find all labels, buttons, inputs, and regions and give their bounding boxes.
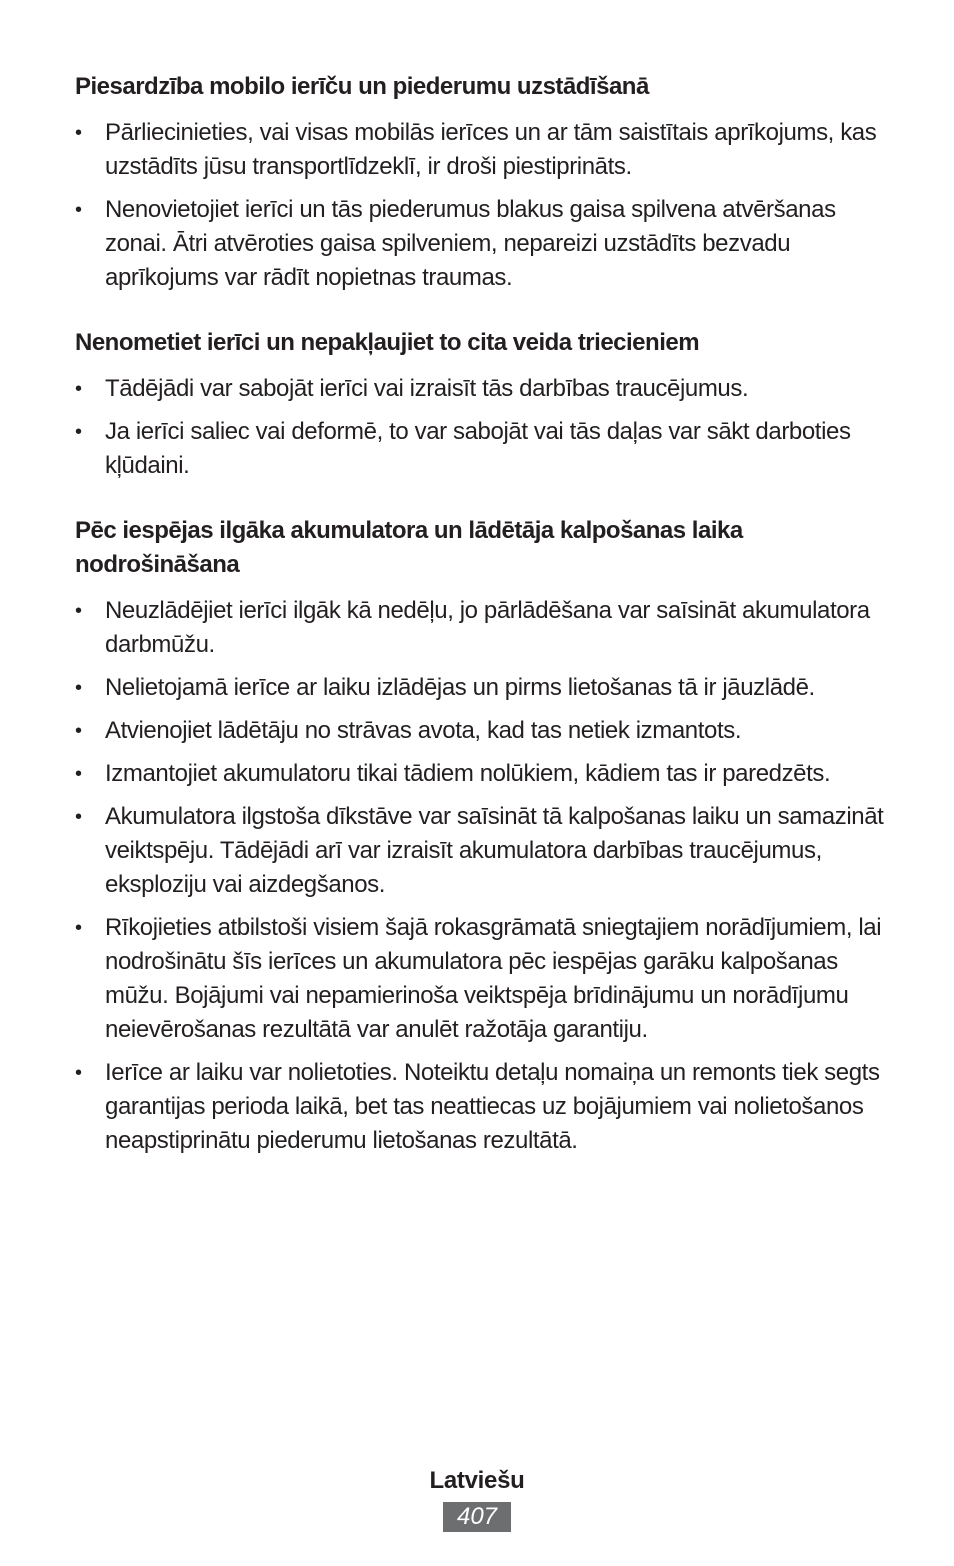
section-battery-life bbox=[75, 514, 885, 1158]
list-item-text: Akumulatora ilgstoša dīkstāve var saīsināt tā kalpošanas laiku un samazināt veiktspēju. Tādējādi arī var izraisīt akumulatora darbības traucējumus, eksploziju vai aizdegšanos. bbox=[105, 803, 884, 898]
bullet-list bbox=[75, 116, 885, 295]
bullet-icon: • bbox=[75, 199, 82, 221]
footer-language: Latviešu bbox=[429, 1467, 525, 1494]
list-item-text: Tādējādi var sabojāt ierīci vai izraisīt tās darbības traucējumus. bbox=[105, 375, 749, 402]
list-item-text: Pārliecinieties, vai visas mobilās ierīces un ar tām saistītais aprīkojums, kas uzstādīts jūsu transportlīdzeklī, ir droši piestiprināts. bbox=[105, 119, 877, 180]
bullet-icon: • bbox=[75, 720, 82, 742]
section-heading: Nenometiet ierīci un nepakļaujiet to cita veida triecieniem bbox=[75, 329, 700, 356]
list-item bbox=[75, 193, 885, 295]
list-item-text: Nelietojamā ierīce ar laiku izlādējas un pirms lietošanas tā ir jāuzlādē. bbox=[105, 674, 815, 701]
bullet-icon: • bbox=[75, 421, 82, 443]
list-item bbox=[75, 372, 885, 406]
list-item-text: Ja ierīci saliec vai deformē, to var sabojāt vai tās daļas var sākt darboties kļūdaini. bbox=[105, 418, 851, 479]
section-heading: Piesardzība mobilo ierīču un piederumu uzstādīšanā bbox=[75, 73, 649, 100]
list-item-text: Rīkojieties atbilstoši visiem šajā rokasgrāmatā sniegtajiem norādījumiem, lai nodrošinātu šīs ierīces un akumulatora pēc iespējas garāku kalpošanas mūžu. Bojājumi vai nepamierinoša veiktspēja brīdinājumu un norādījumu neievērošanas rezultātā var anulēt ražotāja garantiju. bbox=[105, 914, 882, 1043]
list-item-text: Neuzlādējiet ierīci ilgāk kā nedēļu, jo pārlādēšana var saīsināt akumulatora darbmūžu. bbox=[105, 597, 870, 658]
list-item bbox=[75, 757, 885, 791]
section-heading: Pēc iespējas ilgāka akumulatora un lādētāja kalpošanas laika nodrošināšana bbox=[75, 517, 743, 578]
page-number: 407 bbox=[443, 1502, 511, 1532]
bullet-icon: • bbox=[75, 600, 82, 622]
bullet-list bbox=[75, 372, 885, 483]
list-item bbox=[75, 671, 885, 705]
list-item-text: Ierīce ar laiku var nolietoties. Noteiktu detaļu nomaiņa un remonts tiek segts garantijas perioda laikā, bet tas neattiecas uz bojājumiem vai nolietošanos neapstiprinātu piederumu lietošanas rezultātā. bbox=[105, 1059, 880, 1154]
bullet-icon: • bbox=[75, 806, 82, 828]
section-mounting-precautions bbox=[75, 70, 885, 295]
list-item-text: Nenovietojiet ierīci un tās piederumus blakus gaisa spilvena atvēršanas zonai. Ātri atvēroties gaisa spilveniem, nepareizi uzstādīts bezvadu aprīkojums var rādīt nopietnas traumas. bbox=[105, 196, 836, 291]
bullet-icon: • bbox=[75, 763, 82, 785]
bullet-icon: • bbox=[75, 122, 82, 144]
bullet-icon: • bbox=[75, 378, 82, 400]
list-item bbox=[75, 594, 885, 662]
list-item bbox=[75, 1056, 885, 1158]
list-item bbox=[75, 800, 885, 902]
list-item bbox=[75, 415, 885, 483]
bullet-icon: • bbox=[75, 1062, 82, 1084]
list-item-text: Atvienojiet lādētāju no strāvas avota, kad tas netiek izmantots. bbox=[105, 717, 742, 744]
list-item bbox=[75, 116, 885, 184]
list-item bbox=[75, 714, 885, 748]
section-drop-impact bbox=[75, 326, 885, 483]
bullet-icon: • bbox=[75, 917, 82, 939]
list-item bbox=[75, 911, 885, 1047]
list-item-text: Izmantojiet akumulatoru tikai tādiem nolūkiem, kādiem tas ir paredzēts. bbox=[105, 760, 831, 787]
bullet-icon: • bbox=[75, 677, 82, 699]
bullet-list bbox=[75, 594, 885, 1158]
page-footer bbox=[0, 1464, 954, 1532]
document-body bbox=[75, 70, 885, 1189]
